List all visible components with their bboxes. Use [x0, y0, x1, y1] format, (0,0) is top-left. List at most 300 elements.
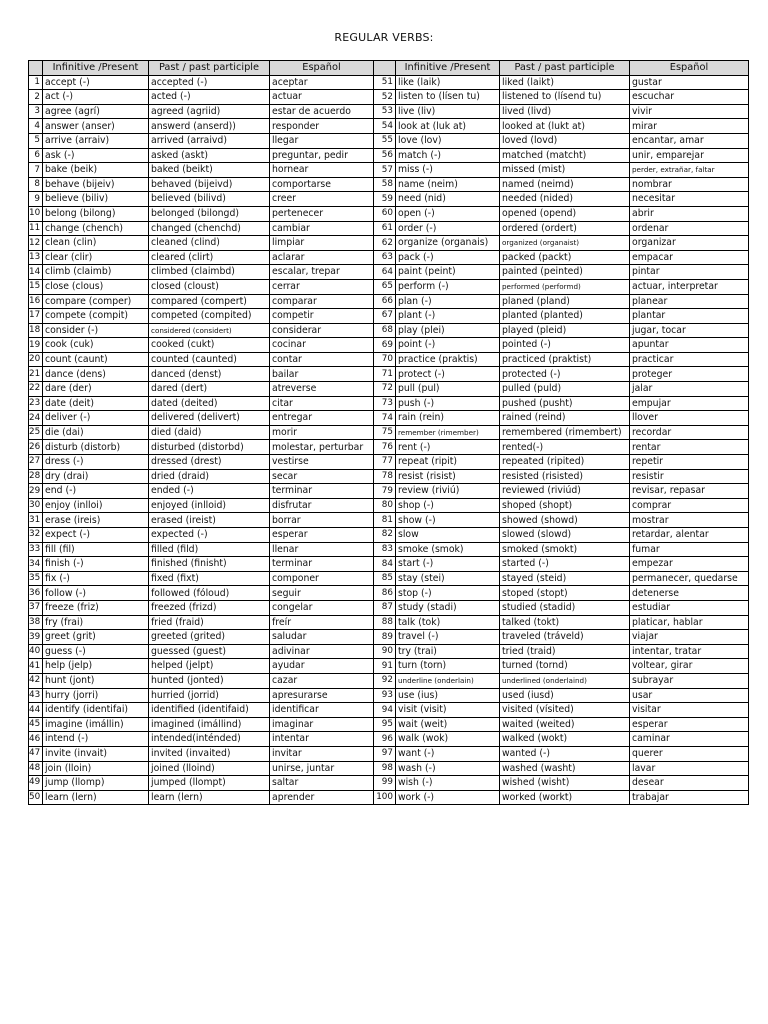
infinitive-cell: agree (agrí) [43, 104, 149, 119]
infinitive-cell: look at (luk at) [396, 119, 500, 134]
infinitive-cell: love (lov) [396, 133, 500, 148]
table-row [29, 352, 749, 367]
spanish-cell: mostrar [630, 513, 749, 528]
table-row [29, 586, 749, 601]
spanish-cell: atreverse [270, 382, 374, 397]
infinitive-cell: organize (organais) [396, 236, 500, 251]
verb-number: 16 [29, 294, 43, 309]
spanish-cell: preguntar, pedir [270, 148, 374, 163]
spanish-cell: querer [630, 746, 749, 761]
spanish-cell: morir [270, 425, 374, 440]
infinitive-cell: answer (anser) [43, 119, 149, 134]
infinitive-cell: travel (-) [396, 630, 500, 645]
past-participle-cell: baked (beikt) [149, 163, 270, 178]
verb-number: 76 [374, 440, 396, 455]
infinitive-cell: identify (identifai) [43, 703, 149, 718]
spanish-cell: esperar [630, 717, 749, 732]
past-participle-cell: finished (finisht) [149, 557, 270, 572]
infinitive-cell: enjoy (inlloi) [43, 498, 149, 513]
table-row [29, 746, 749, 761]
verb-number: 27 [29, 455, 43, 470]
verb-number: 21 [29, 367, 43, 382]
spanish-cell: practicar [630, 352, 749, 367]
verb-number: 30 [29, 498, 43, 513]
past-participle-cell: hurried (jorrid) [149, 688, 270, 703]
past-participle-cell: lived (livd) [500, 104, 630, 119]
past-participle-cell: followed (fóloud) [149, 586, 270, 601]
past-participle-cell: dared (dert) [149, 382, 270, 397]
verb-number: 15 [29, 279, 43, 294]
verb-number: 25 [29, 425, 43, 440]
table-row [29, 600, 749, 615]
table-row [29, 761, 749, 776]
past-participle-cell: danced (denst) [149, 367, 270, 382]
spanish-cell: hornear [270, 163, 374, 178]
verb-number: 72 [374, 382, 396, 397]
verb-number: 78 [374, 469, 396, 484]
infinitive-cell: dry (drai) [43, 469, 149, 484]
infinitive-cell: behave (bijeiv) [43, 177, 149, 192]
infinitive-cell: learn (lern) [43, 790, 149, 805]
verb-number: 12 [29, 236, 43, 251]
verb-number: 88 [374, 615, 396, 630]
spanish-cell: citar [270, 396, 374, 411]
past-participle-cell: identified (identifaid) [149, 703, 270, 718]
spanish-cell: planear [630, 294, 749, 309]
spanish-cell: abrir [630, 206, 749, 221]
infinitive-cell: fry (frai) [43, 615, 149, 630]
table-row [29, 776, 749, 791]
infinitive-cell: imagine (imállin) [43, 717, 149, 732]
table-row [29, 455, 749, 470]
verb-number: 85 [374, 571, 396, 586]
past-participle-cell: played (pleid) [500, 323, 630, 338]
infinitive-cell: turn (torn) [396, 659, 500, 674]
table-row [29, 542, 749, 557]
infinitive-cell: underline (onderlain) [396, 673, 500, 688]
infinitive-cell: fill (fil) [43, 542, 149, 557]
verb-number: 36 [29, 586, 43, 601]
table-row [29, 294, 749, 309]
table-row [29, 484, 749, 499]
infinitive-cell: believe (biliv) [43, 192, 149, 207]
infinitive-cell: wash (-) [396, 761, 500, 776]
infinitive-cell: push (-) [396, 396, 500, 411]
verb-number: 98 [374, 761, 396, 776]
past-participle-cell: pointed (-) [500, 338, 630, 353]
past-participle-cell: packed (packt) [500, 250, 630, 265]
infinitive-cell: clear (clir) [43, 250, 149, 265]
spanish-cell: limpiar [270, 236, 374, 251]
infinitive-cell: close (clous) [43, 279, 149, 294]
verb-number: 99 [374, 776, 396, 791]
table-row [29, 425, 749, 440]
past-participle-cell: walked (wokt) [500, 732, 630, 747]
verb-number: 84 [374, 557, 396, 572]
spanish-cell: saltar [270, 776, 374, 791]
table-row [29, 557, 749, 572]
verb-number: 45 [29, 717, 43, 732]
past-participle-cell: helped (jelpt) [149, 659, 270, 674]
infinitive-cell: remember (rimember) [396, 425, 500, 440]
past-participle-cell: compared (compert) [149, 294, 270, 309]
past-participle-cell: worked (workt) [500, 790, 630, 805]
verb-number: 64 [374, 265, 396, 280]
table-row [29, 411, 749, 426]
past-participle-cell: traveled (tráveld) [500, 630, 630, 645]
infinitive-cell: dare (der) [43, 382, 149, 397]
past-participle-cell: climbed (claimbd) [149, 265, 270, 280]
spanish-cell: llover [630, 411, 749, 426]
spanish-cell: estar de acuerdo [270, 104, 374, 119]
past-participle-cell: waited (weited) [500, 717, 630, 732]
verb-number: 3 [29, 104, 43, 119]
table-row [29, 75, 749, 90]
verb-number: 63 [374, 250, 396, 265]
verb-number: 24 [29, 411, 43, 426]
header-row [29, 61, 749, 76]
infinitive-cell: count (caunt) [43, 352, 149, 367]
past-participle-cell: intended(inténded) [149, 732, 270, 747]
spanish-cell: unir, emparejar [630, 148, 749, 163]
spanish-cell: rentar [630, 440, 749, 455]
spanish-header-right: Español [630, 61, 749, 76]
past-participle-cell: closed (cloust) [149, 279, 270, 294]
spanish-cell: plantar [630, 309, 749, 324]
infinitive-cell: dress (-) [43, 455, 149, 470]
past-participle-cell: pulled (puld) [500, 382, 630, 397]
past-participle-cell: fixed (fixt) [149, 571, 270, 586]
infinitive-cell: want (-) [396, 746, 500, 761]
spanish-cell: creer [270, 192, 374, 207]
infinitive-cell: plant (-) [396, 309, 500, 324]
spanish-cell: ordenar [630, 221, 749, 236]
verb-number: 39 [29, 630, 43, 645]
verb-number: 10 [29, 206, 43, 221]
verb-number: 41 [29, 659, 43, 674]
table-row [29, 382, 749, 397]
verb-number: 82 [374, 528, 396, 543]
spanish-cell: empujar [630, 396, 749, 411]
past-participle-cell: cleared (clirt) [149, 250, 270, 265]
infinitive-cell: resist (risist) [396, 469, 500, 484]
spanish-cell: necesitar [630, 192, 749, 207]
infinitive-cell: visit (visit) [396, 703, 500, 718]
past-participle-cell: performed (performd) [500, 279, 630, 294]
past-participle-cell: smoked (smokt) [500, 542, 630, 557]
table-row [29, 119, 749, 134]
past-participle-cell: invited (invaited) [149, 746, 270, 761]
past-participle-cell: ordered (ordert) [500, 221, 630, 236]
infinitive-cell: accept (-) [43, 75, 149, 90]
infinitive-cell: clean (clin) [43, 236, 149, 251]
spanish-cell: cocinar [270, 338, 374, 353]
past-participle-cell: dated (deited) [149, 396, 270, 411]
table-row [29, 732, 749, 747]
verb-number: 100 [374, 790, 396, 805]
spanish-cell: encantar, amar [630, 133, 749, 148]
verb-number: 8 [29, 177, 43, 192]
infinitive-cell: freeze (friz) [43, 600, 149, 615]
verb-number: 73 [374, 396, 396, 411]
verb-number: 96 [374, 732, 396, 747]
table-row [29, 469, 749, 484]
past-participle-cell: dressed (drest) [149, 455, 270, 470]
infinitive-cell: date (deit) [43, 396, 149, 411]
past-header-right: Past / past participle [500, 61, 630, 76]
past-participle-cell: cleaned (clind) [149, 236, 270, 251]
verb-number: 48 [29, 761, 43, 776]
past-participle-cell: rented(-) [500, 440, 630, 455]
infinitive-cell: fix (-) [43, 571, 149, 586]
table-row [29, 104, 749, 119]
spanish-cell: actuar, interpretar [630, 279, 749, 294]
verb-number: 35 [29, 571, 43, 586]
table-row [29, 206, 749, 221]
infinitive-cell: need (nid) [396, 192, 500, 207]
infinitive-cell: slow [396, 528, 500, 543]
past-participle-cell: freezed (frizd) [149, 600, 270, 615]
verb-number: 38 [29, 615, 43, 630]
past-participle-cell: guessed (guest) [149, 644, 270, 659]
spanish-cell: esperar [270, 528, 374, 543]
past-participle-cell: cooked (cukt) [149, 338, 270, 353]
verb-number: 62 [374, 236, 396, 251]
table-row [29, 717, 749, 732]
spanish-cell: molestar, perturbar [270, 440, 374, 455]
infinitive-cell: practice (praktis) [396, 352, 500, 367]
table-row [29, 250, 749, 265]
spanish-cell: visitar [630, 703, 749, 718]
infinitive-cell: wish (-) [396, 776, 500, 791]
spanish-cell: congelar [270, 600, 374, 615]
spanish-cell: escuchar [630, 90, 749, 105]
table-row [29, 659, 749, 674]
verb-number: 32 [29, 528, 43, 543]
verb-number: 86 [374, 586, 396, 601]
infinitive-cell: cook (cuk) [43, 338, 149, 353]
verb-number: 20 [29, 352, 43, 367]
spanish-cell: cazar [270, 673, 374, 688]
verb-number: 44 [29, 703, 43, 718]
spanish-cell: seguir [270, 586, 374, 601]
table-row [29, 396, 749, 411]
spanish-cell: proteger [630, 367, 749, 382]
infinitive-cell: show (-) [396, 513, 500, 528]
infinitive-cell: walk (wok) [396, 732, 500, 747]
spanish-cell: aclarar [270, 250, 374, 265]
verb-number: 71 [374, 367, 396, 382]
spanish-cell: resistir [630, 469, 749, 484]
infinitive-cell: hurry (jorri) [43, 688, 149, 703]
verb-number: 83 [374, 542, 396, 557]
spanish-cell: detenerse [630, 586, 749, 601]
infinitive-cell: help (jelp) [43, 659, 149, 674]
infinitive-cell: shop (-) [396, 498, 500, 513]
infinitive-cell: smoke (smok) [396, 542, 500, 557]
infinitive-cell: finish (-) [43, 557, 149, 572]
table-row [29, 644, 749, 659]
verb-number: 13 [29, 250, 43, 265]
infinitive-cell: name (neim) [396, 177, 500, 192]
past-participle-cell: tried (traid) [500, 644, 630, 659]
verb-number: 4 [29, 119, 43, 134]
infinitive-cell: stay (stei) [396, 571, 500, 586]
verb-number: 90 [374, 644, 396, 659]
verb-number: 68 [374, 323, 396, 338]
spanish-cell: saludar [270, 630, 374, 645]
table-row [29, 133, 749, 148]
infinitive-cell: bake (beik) [43, 163, 149, 178]
verb-number: 74 [374, 411, 396, 426]
verb-number: 93 [374, 688, 396, 703]
table-row [29, 367, 749, 382]
verb-number: 89 [374, 630, 396, 645]
spanish-header-left: Español [270, 61, 374, 76]
table-row [29, 528, 749, 543]
table-row [29, 265, 749, 280]
infinitive-cell: paint (peint) [396, 265, 500, 280]
verb-number: 14 [29, 265, 43, 280]
past-participle-cell: agreed (agriid) [149, 104, 270, 119]
verb-number: 77 [374, 455, 396, 470]
spanish-cell: intentar [270, 732, 374, 747]
verb-number: 9 [29, 192, 43, 207]
table-row [29, 148, 749, 163]
past-participle-cell: shoped (shopt) [500, 498, 630, 513]
spanish-cell: jalar [630, 382, 749, 397]
past-participle-cell: learn (lern) [149, 790, 270, 805]
past-participle-cell: protected (-) [500, 367, 630, 382]
verb-number: 29 [29, 484, 43, 499]
verb-number: 47 [29, 746, 43, 761]
table-row [29, 703, 749, 718]
infinitive-cell: rent (-) [396, 440, 500, 455]
spanish-cell: comprar [630, 498, 749, 513]
past-participle-cell: showed (showd) [500, 513, 630, 528]
verb-number: 56 [374, 148, 396, 163]
past-participle-cell: stoped (stopt) [500, 586, 630, 601]
table-row [29, 688, 749, 703]
table-row [29, 177, 749, 192]
verb-number: 65 [374, 279, 396, 294]
infinitive-cell: rain (rein) [396, 411, 500, 426]
past-participle-cell: expected (-) [149, 528, 270, 543]
table-row [29, 790, 749, 805]
past-participle-cell: dried (draid) [149, 469, 270, 484]
spanish-cell: responder [270, 119, 374, 134]
spanish-cell: aceptar [270, 75, 374, 90]
past-participle-cell: accepted (-) [149, 75, 270, 90]
past-participle-cell: arrived (arraivd) [149, 133, 270, 148]
spanish-cell: caminar [630, 732, 749, 747]
past-participle-cell: started (-) [500, 557, 630, 572]
past-participle-cell: wanted (-) [500, 746, 630, 761]
past-participle-cell: wished (wisht) [500, 776, 630, 791]
infinitive-cell: order (-) [396, 221, 500, 236]
verb-number: 95 [374, 717, 396, 732]
infinitive-cell: protect (-) [396, 367, 500, 382]
past-participle-cell: filled (fild) [149, 542, 270, 557]
past-participle-cell: fried (fraid) [149, 615, 270, 630]
infinitive-cell: use (ius) [396, 688, 500, 703]
spanish-cell: borrar [270, 513, 374, 528]
verb-number: 40 [29, 644, 43, 659]
spanish-cell: retardar, alentar [630, 528, 749, 543]
verb-number: 23 [29, 396, 43, 411]
infinitive-cell: intend (-) [43, 732, 149, 747]
infinitive-cell: compete (compit) [43, 309, 149, 324]
infinitive-cell: talk (tok) [396, 615, 500, 630]
infinitive-cell: act (-) [43, 90, 149, 105]
past-participle-cell: listened to (lísend tu) [500, 90, 630, 105]
spanish-cell: adivinar [270, 644, 374, 659]
infinitive-cell: dance (dens) [43, 367, 149, 382]
spanish-cell: trabajar [630, 790, 749, 805]
infinitive-cell: deliver (-) [43, 411, 149, 426]
table-row [29, 309, 749, 324]
past-participle-cell: asked (askt) [149, 148, 270, 163]
past-participle-cell: rained (reind) [500, 411, 630, 426]
verb-number: 49 [29, 776, 43, 791]
spanish-cell: pintar [630, 265, 749, 280]
page-title: REGULAR VERBS: [334, 31, 434, 44]
spanish-cell: entregar [270, 411, 374, 426]
past-participle-cell: washed (washt) [500, 761, 630, 776]
table-header [29, 61, 749, 76]
past-participle-cell: studied (stadid) [500, 600, 630, 615]
spanish-cell: pertenecer [270, 206, 374, 221]
table-row [29, 630, 749, 645]
infinitive-cell: repeat (ripit) [396, 455, 500, 470]
spanish-cell: actuar [270, 90, 374, 105]
verb-number: 46 [29, 732, 43, 747]
past-participle-cell: practiced (praktist) [500, 352, 630, 367]
table-row [29, 615, 749, 630]
spanish-cell: empezar [630, 557, 749, 572]
infinitive-cell: hunt (jont) [43, 673, 149, 688]
verb-number: 81 [374, 513, 396, 528]
infinitive-cell: plan (-) [396, 294, 500, 309]
past-header-left: Past / past participle [149, 61, 270, 76]
past-participle-cell: ended (-) [149, 484, 270, 499]
spanish-cell: lavar [630, 761, 749, 776]
spanish-cell: ayudar [270, 659, 374, 674]
spanish-cell: secar [270, 469, 374, 484]
number-header-left [29, 61, 43, 76]
past-participle-cell: slowed (slowd) [500, 528, 630, 543]
past-participle-cell: counted (caunted) [149, 352, 270, 367]
verb-number: 26 [29, 440, 43, 455]
verb-number: 22 [29, 382, 43, 397]
past-participle-cell: enjoyed (inlloid) [149, 498, 270, 513]
infinitive-cell: consider (-) [43, 323, 149, 338]
verb-number: 19 [29, 338, 43, 353]
past-participle-cell: matched (matcht) [500, 148, 630, 163]
spanish-cell: aprender [270, 790, 374, 805]
spanish-cell: mirar [630, 119, 749, 134]
past-participle-cell: missed (mist) [500, 163, 630, 178]
infinitive-cell: work (-) [396, 790, 500, 805]
verb-number: 54 [374, 119, 396, 134]
past-participle-cell: used (iusd) [500, 688, 630, 703]
verb-number: 52 [374, 90, 396, 105]
spanish-cell: estudiar [630, 600, 749, 615]
infinitive-cell: pull (pul) [396, 382, 500, 397]
verb-number: 34 [29, 557, 43, 572]
table-row [29, 498, 749, 513]
verb-number: 69 [374, 338, 396, 353]
